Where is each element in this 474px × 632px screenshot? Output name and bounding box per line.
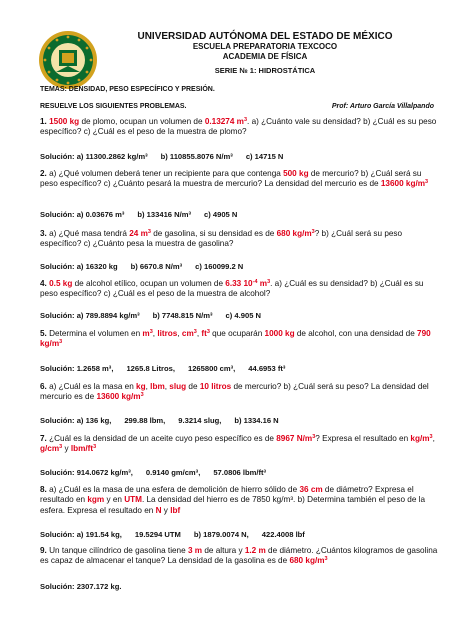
solution-value: b) 133416 N/m³ — [137, 210, 192, 219]
problem-text: de mercurio? b) ¿Cuál será su peso específico? c) ¿Cuánto pesará la muestra de mercurio? La densidad del mercurio es de — [40, 169, 422, 189]
problem-text: de plomo, ocupan un volumen de — [79, 117, 205, 126]
highlighted-value: 3 — [193, 329, 197, 335]
problem-text: y — [62, 444, 71, 454]
solution-value: b) 1334.16 N — [234, 416, 279, 425]
highlighted-value: 0.13274 m — [204, 117, 244, 126]
problem-6 — [40, 382, 438, 403]
solution-8 — [40, 530, 438, 539]
problem-number: 3. — [40, 229, 47, 238]
highlighted-value: m — [142, 329, 150, 338]
problem-text: ? b) ¿Cuál será su peso específico? c) ¿Cuánto pesa la muestra de gasolina? — [40, 229, 403, 249]
highlighted-value: 6.33 10 — [225, 279, 253, 288]
problem-text: ¿Cuál es la densidad de un aceite cuyo peso específico es de — [46, 434, 277, 443]
solution-value: 44.6953 ft³ — [248, 364, 286, 373]
highlighted-value: 3 m — [187, 546, 203, 555]
highlighted-value: 3 — [140, 392, 144, 399]
document-header — [100, 31, 430, 75]
solution-value: b) 1879.0074 N, — [193, 530, 249, 539]
problem-text: Determina el volumen en — [46, 329, 143, 338]
problem-number: 6. — [40, 382, 47, 391]
solution-4 — [40, 311, 438, 320]
solution-value: 299.88 lbm, — [124, 416, 166, 425]
solution-1 — [40, 152, 438, 161]
problem-number: 2. — [40, 169, 47, 178]
highlighted-value: 3 — [243, 117, 248, 123]
highlighted-value: slug — [169, 382, 187, 391]
highlighted-value: 0.5 kg — [49, 279, 73, 288]
highlighted-value: 680 kg/m — [289, 556, 325, 566]
highlighted-value: 3 — [206, 329, 210, 335]
highlighted-value: 24 m — [129, 229, 148, 238]
solution-3 — [40, 262, 438, 271]
solution-value: 57.0806 lbm/ft³ — [213, 468, 267, 477]
highlighted-value: 3 — [59, 444, 63, 451]
solution-value: 1265.8 Litros, — [126, 364, 175, 373]
solution-value: 19.5294 UTM — [134, 530, 181, 539]
problem-2 — [40, 169, 438, 190]
instructions-line: RESUELVE LOS SIGUIENTES PROBLEMAS. — [40, 103, 187, 110]
highlighted-value: 8967 N/m — [276, 434, 313, 443]
solution-7 — [40, 468, 438, 477]
solution-value: Solución: 1.2658 m³, — [40, 364, 114, 373]
problem-text: . a) ¿Cuál es su densidad? b) ¿Cuál es su peso específico? c) ¿Cuál es el peso de la muestra de alcohol? — [40, 279, 424, 299]
solution-value: b) 6670.8 N/m³ — [130, 262, 183, 271]
highlighted-value: 3 — [147, 229, 151, 235]
problem-1 — [40, 117, 438, 138]
problem-text: de altura y — [202, 546, 245, 555]
problem-text: a) ¿Cuál es la masa de una esfera de demolición de hierro sólido de — [46, 485, 300, 494]
problem-number: 1. — [40, 117, 47, 126]
highlighted-value: 3 — [311, 229, 315, 235]
highlighted-value: 13600 kg/m — [380, 179, 426, 189]
highlighted-value: 680 kg/m — [276, 229, 312, 238]
solution-value: 1265800 cm³, — [187, 364, 236, 373]
solution-value: Solución: a) 136 kg, — [40, 416, 112, 425]
problem-number: 8. — [40, 485, 47, 494]
solution-value: Solución: a) 0.03676 m³ — [40, 210, 125, 219]
highlighted-value: 3 — [425, 179, 429, 186]
solution-2 — [40, 210, 438, 219]
highlighted-value: -4 — [252, 279, 258, 285]
solution-value: 9.3214 slug, — [178, 416, 222, 425]
problem-7 — [40, 434, 438, 455]
problem-text: ? Expresa el resultado en — [315, 434, 411, 443]
highlighted-value: N — [155, 505, 162, 515]
highlighted-value: m — [257, 279, 268, 288]
highlighted-value: 3 — [324, 556, 328, 563]
highlighted-value: lbf — [170, 505, 181, 515]
highlighted-value: 1500 kg — [49, 117, 80, 126]
problem-text: , — [164, 382, 170, 391]
problem-5 — [40, 329, 438, 350]
highlighted-value: 3 — [149, 329, 153, 335]
solution-6 — [40, 416, 438, 425]
highlighted-value: 500 kg — [283, 169, 309, 178]
highlighted-value: g/cm — [40, 444, 60, 454]
solution-value: 422.4008 lbf — [261, 530, 305, 539]
problem-text: que ocuparán — [209, 329, 265, 338]
problem-text: de mercurio? b) ¿Cuál será su peso? La densidad del mercurio es de — [40, 382, 429, 402]
problem-text: a) ¿Cuál es la masa en — [46, 382, 137, 391]
problem-text: de alcohol, con una densidad de — [294, 329, 418, 338]
highlighted-value: 3 — [312, 434, 316, 440]
problem-9 — [40, 546, 438, 567]
solution-value: Solución: a) 11300.2862 kg/m³ — [40, 152, 148, 161]
highlighted-value: lbm — [150, 382, 165, 391]
professor-name: Prof: Arturo García Villalpando — [331, 103, 434, 110]
problem-4 — [40, 279, 438, 300]
problem-text: de — [186, 382, 200, 391]
highlighted-value: 3 — [59, 339, 63, 346]
highlighted-value: 1000 kg — [264, 329, 295, 338]
highlighted-value: 10 litros — [199, 382, 232, 391]
solution-9 — [40, 582, 438, 591]
problem-number: 4. — [40, 279, 47, 288]
problem-8 — [40, 485, 438, 516]
highlighted-value: ft — [201, 329, 207, 338]
solution-value: b) 110855.8076 N/m³ — [160, 152, 233, 161]
serie-title: SERIE № 1: HIDROSTÁTICA — [214, 66, 316, 75]
problem-text: , — [432, 434, 435, 443]
solution-value: c) 4905 N — [204, 210, 238, 219]
solution-value: c) 160099.2 N — [195, 262, 244, 271]
solution-value: 0.9140 gm/cm³, — [145, 468, 201, 477]
problem-text: de gasolina, si su densidad es de — [150, 229, 277, 238]
problem-text: . La densidad del hierro es de 7850 kg/m³. b) Determina también el peso de la esfera. Expresa el resultado en — [40, 495, 426, 515]
problem-text: a) ¿Qué volumen deberá tener un recipiente para que contenga — [46, 169, 284, 178]
highlighted-value: lbm/ft — [70, 444, 94, 454]
problem-text: y — [161, 505, 171, 515]
solution-value: Solución: a) 16320 kg — [40, 262, 118, 271]
school-name: ESCUELA PREPARATORIA TEXCOCO — [192, 42, 338, 51]
problem-text: , — [145, 382, 151, 391]
problem-text: a) ¿Qué masa tendrá — [46, 229, 130, 238]
solution-value: Solución: a) 191.54 kg, — [40, 530, 122, 539]
problem-text: , — [152, 329, 158, 338]
highlighted-value: kgm — [87, 495, 105, 505]
highlighted-value: UTM — [124, 495, 142, 505]
highlighted-value: 790 kg/m — [40, 329, 431, 349]
highlighted-value: 1.2 m — [244, 546, 266, 555]
problem-text: . a) ¿Cuánto vale su densidad? b) ¿Cuál es su peso específico? c) ¿Cuál es el peso de la muestra de plomo? — [40, 117, 437, 137]
university-name: UNIVERSIDAD AUTÓNOMA DEL ESTADO DE MÉXICO — [137, 31, 393, 42]
problem-text: y en — [104, 495, 125, 505]
problem-text: de diámetro. ¿Cuántos kilogramos de gasolina es capaz de almacenar el tanque? La densidad de la gasolina es de — [40, 546, 438, 566]
problem-3 — [40, 229, 438, 250]
problem-number: 9. — [40, 546, 47, 555]
problem-text: de alcohol etílico, ocupan un volumen de — [72, 279, 226, 288]
highlighted-value: 36 cm — [299, 485, 323, 494]
problem-number: 7. — [40, 434, 47, 443]
highlighted-value: kg — [136, 382, 146, 391]
highlighted-value: 3 — [429, 434, 433, 440]
solution-value: c) 14715 N — [245, 152, 284, 161]
solution-5 — [40, 364, 438, 373]
topics-line: TEMAS: DENSIDAD, PESO ESPECÍFICO Y PRESIÓN. — [40, 86, 215, 93]
problem-text: de diámetro? Expresa el resultado en — [40, 485, 414, 505]
highlighted-value: 3 — [267, 279, 271, 285]
highlighted-value: kg/m — [410, 434, 430, 443]
highlighted-value: litros — [157, 329, 178, 338]
university-seal-icon — [38, 30, 98, 90]
academy-name: ACADEMIA DE FÍSICA — [222, 51, 308, 61]
problem-text: , — [177, 329, 182, 338]
problem-text: Un tanque cilíndrico de gasolina tiene — [46, 546, 188, 555]
problem-number: 5. — [40, 329, 47, 338]
highlighted-value: 3 — [93, 444, 97, 451]
solution-value: Solución: 2307.172 kg. — [40, 582, 122, 591]
solution-value: Solución: 914.0672 kg/m³, — [40, 468, 133, 477]
solution-value: Solución: a) 789.8894 kg/m³ — [40, 311, 140, 320]
highlighted-value: cm — [181, 329, 194, 338]
problem-text: , — [196, 329, 202, 338]
solution-value: c) 4.905 N — [225, 311, 262, 320]
solution-value: b) 7748.815 N/m³ — [152, 311, 213, 320]
highlighted-value: 13600 kg/m — [96, 392, 141, 402]
